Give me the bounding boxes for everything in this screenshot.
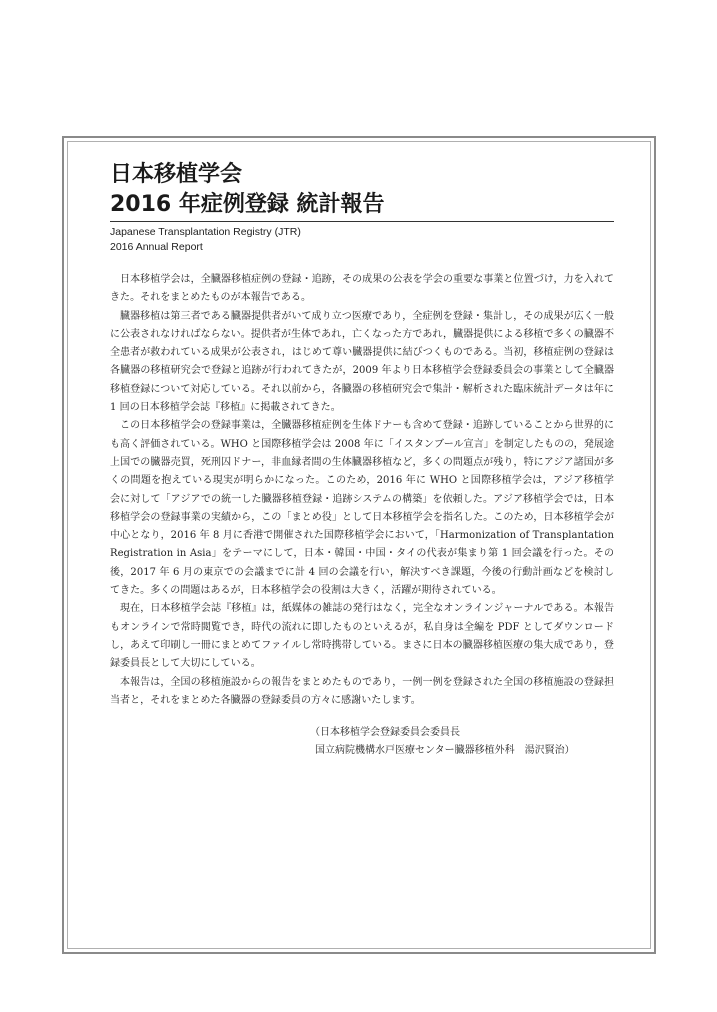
report-subtitle-year: 2016 Annual Report — [110, 241, 203, 253]
signature-affiliation: 国立病院機構水戸医療センター臓器移植外科 湯沢賢治） — [315, 745, 575, 757]
report-content — [110, 160, 614, 761]
report-body — [110, 271, 614, 710]
body-paragraph: 日本移植学会は，全臓器移植症例の登録・追跡，その成果の公表を学会の重要な事業と位置づけ，力を入れてきた。それをまとめたものが本報告である。 — [110, 274, 614, 304]
body-paragraph: この日本移植学会の登録事業は，全臓器移植症例を生体ドナーも含めて登録・追跡していることから世界的にも高く評価されている。WHO と国際移植学会は 2008 年に「イスタンブール宣言」を制定したものの，発展途上国での臓器売買，死刑囚ドナー，非血縁者間の生体臓器移植など，多くの問題点が残り，特にアジア諸国が多くの問題を抱えている現実が明らかになった。このため，2016 年に WHO と国際移植学会は，アジア移植学会に対して「アジアでの統一した臓器移植登録・追跡システムの構築」を依頼した。アジア移植学会では，日本移植学会の登録事業の実績から，この「まとめ役」として日本移植学会を指名した。このため，日本移植学会が中心となり，2016 年 8 月に香港で開催された国際移植学会において，「Harmonization of Transplantation Registration in Asia」をテーマにして，日本・韓国・中国・タイの代表が集まり第 1 回会議を行った。その後，2017 年 6 月の東京での会議までに計 4 回の会議を行い，解決すべき課題，今後の行動計画などを検討してきた。多くの問題はあるが，日本移植学会の役割は大きく，活躍が期待されている。 — [110, 420, 614, 597]
body-paragraph: 本報告は，全国の移植施設からの報告をまとめたものであり，一例一例を登録された全国の移植施設の登録担当者と，それをまとめた各臓器の登録委員の方々に感謝いたします。 — [110, 676, 614, 706]
report-title-org: 日本移植学会 — [110, 162, 243, 187]
author-signature — [310, 724, 614, 761]
report-subtitle-english: Japanese Transplantation Registry (JTR) — [110, 226, 301, 238]
title-divider — [110, 221, 614, 222]
body-paragraph: 臓器移植は第三者である臓器提供者がいて成り立つ医療であり，全症例を登録・集計し，その成果が広く一般に公表されなければならない。提供者が生体であれ，亡くなった方であれ，臓器提供による移植で多くの臓器不全患者が救われている成果が公表され，はじめて尊い臓器提供に結びつくものである。当初，移植症例の登録は各臓器の移植研究会で登録と追跡が行われてきたが，2009 年より日本移植学会登録委員会の事業として全臓器移植登録について対応している。それ以前から，各臓器の移植研究会で集計・解析された臨床統計データは年に 1 回の日本移植学会誌『移植』に掲載されてきた。 — [110, 310, 614, 414]
signature-title: （日本移植学会登録委員会委員長 — [310, 727, 460, 739]
body-paragraph: 現在，日本移植学会誌『移植』は，紙媒体の雑誌の発行はなく，完全なオンラインジャーナルである。本報告もオンラインで常時閲覧でき，時代の流れに即したものといえるが，私自身は全編を PDF としてダウンロードし，あえて印刷し一冊にまとめてファイルし常時携帯している。まさに日本の臓器移植医療の集大成であり，登録委員長として大切にしている。 — [110, 603, 614, 670]
report-title-main: 2016 年症例登録 統計報告 — [110, 192, 385, 217]
